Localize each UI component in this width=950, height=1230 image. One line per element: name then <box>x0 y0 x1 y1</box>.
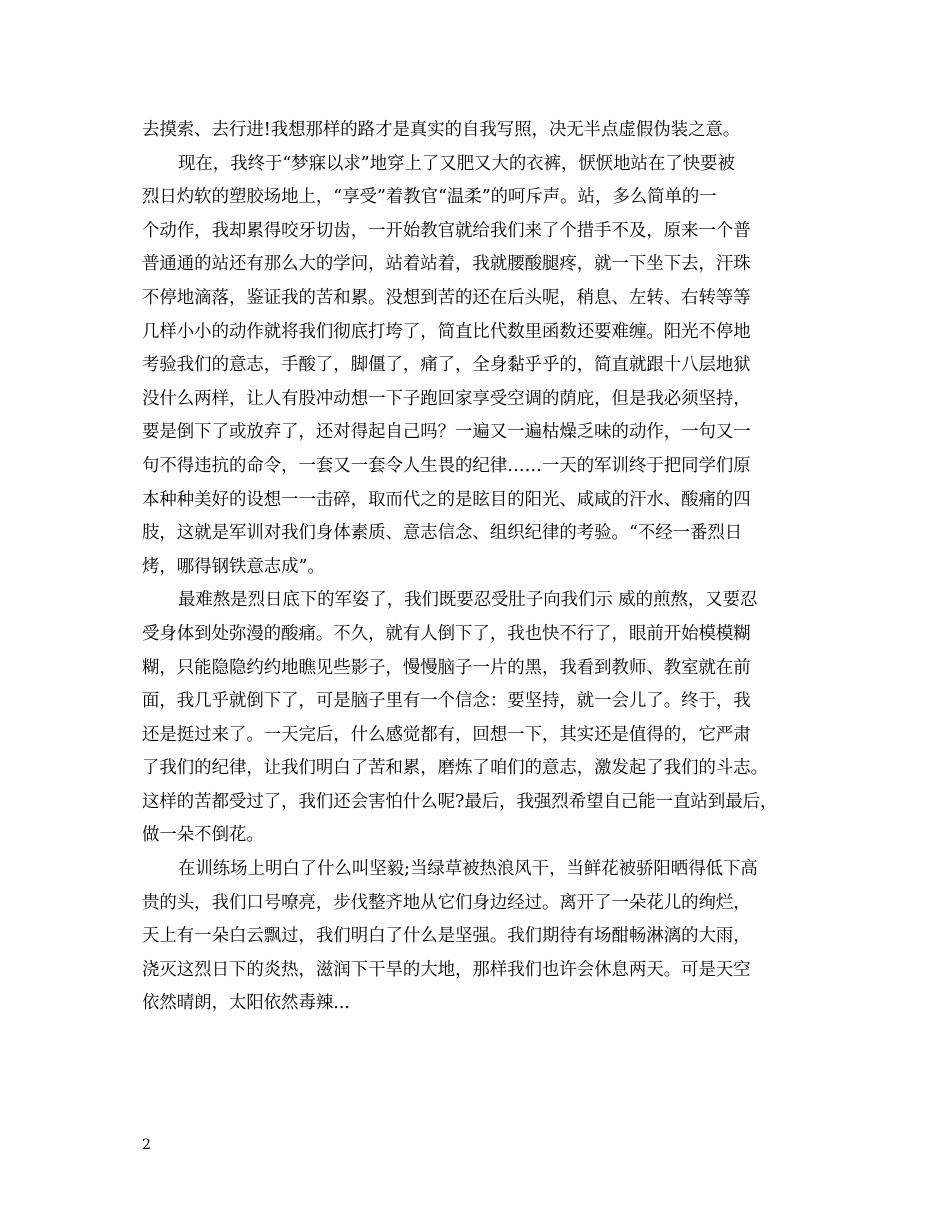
text-line: 考验我们的意志，手酸了，脚僵了，痛了，全身黏乎乎的，简直就跟十八层地狱 <box>142 355 751 376</box>
text-line: 浇灭这烈日下的炎热，滋润下干旱的大地，那样我们也许会休息两天。可是天空 <box>142 959 751 980</box>
text-line: 句不得违抗的命令，一套又一套令人生畏的纪律……一天的军训终于把同学们原 <box>142 455 751 476</box>
text-line: 最难熬是烈日底下的军姿了，我们既要忍受肚子向我们示 威的煎熬，又要忍 <box>178 590 758 611</box>
text-line: 烤，哪得钢铁意志成”。 <box>142 556 325 577</box>
document-body <box>142 114 824 1021</box>
text-line: 面，我几乎就倒下了，可是脑子里有一个信念：要坚持，就一会儿了。终于，我 <box>142 691 751 712</box>
page-number: 2 <box>142 1137 151 1153</box>
text-line: 个动作，我却累得咬牙切齿，一开始教官就给我们来了个措手不及，原来一个普 <box>142 220 751 241</box>
text-line: 现在，我终于“梦寐以求”地穿上了又肥又大的衣裤，恹恹地站在了快要被 <box>178 153 735 174</box>
text-line: 没什么两样，让人有股冲动想一下子跑回家享受空调的荫庇，但是我必须坚持， <box>142 388 751 409</box>
text-line: 不停地滴落，鉴证我的苦和累。没想到苦的还在后头呢，稍息、左转、右转等等 <box>142 287 751 308</box>
text-line: 肢，这就是军训对我们身体素质、意志信念、组织纪律的考验。“不经一番烈日 <box>142 523 743 544</box>
text-line: 受身体到处弥漫的酸痛。不久，就有人倒下了，我也快不行了，眼前开始模模糊 <box>142 623 751 644</box>
text-line: 做一朵不倒花。 <box>142 825 264 846</box>
text-line: 还是挺过来了。一天完后，什么感觉都有，回想一下，其实还是值得的，它严肃 <box>142 724 751 745</box>
text-line: 在训练场上明白了什么叫坚毅;当绿草被热浪风干，当鲜花被骄阳晒得低下高 <box>178 859 758 880</box>
text-line: 几样小小的动作就将我们彻底打垮了，简直比代数里函数还要难缠。阳光不停地 <box>142 321 751 342</box>
text-line: 糊，只能隐隐约约地瞧见些影子，慢慢脑子一片的黑，我看到教师、教室就在前 <box>142 657 751 678</box>
text-line: 普通通的站还有那么大的学问，站着站着，我就腰酸腿疼，就一下坐下去，汗珠 <box>142 254 751 275</box>
text-line: 贵的头，我们口号嘹亮，步伐整齐地从它们身边经过。离开了一朵花儿的绚烂， <box>142 892 751 913</box>
text-line: 天上有一朵白云飘过，我们明白了什么是坚强。我们期待有场酣畅淋漓的大雨， <box>142 926 751 947</box>
text-line: 本种种美好的设想一一击碎，取而代之的是眩目的阳光、咸咸的汗水、酸痛的四 <box>142 489 751 510</box>
text-line: 依然晴朗，太阳依然毒辣... <box>142 993 350 1014</box>
text-line: 要是倒下了或放弃了，还对得起自己吗？一遍又一遍枯燥乏味的动作，一句又一 <box>142 422 751 443</box>
text-line: 烈日灼软的塑胶场地上，“享受”着教官“温柔”的呵斥声。站，多么简单的一 <box>142 187 717 208</box>
text-line: 这样的苦都受过了，我们还会害怕什么呢?最后，我强烈希望自己能一直站到最后， <box>142 791 778 812</box>
text-line: 了我们的纪律，让我们明白了苦和累，磨炼了咱们的意志，激发起了我们的斗志。 <box>142 758 769 779</box>
text-line: 去摸索、去行进!我想那样的路才是真实的自我写照，决无半点虚假伪装之意。 <box>142 120 741 140</box>
